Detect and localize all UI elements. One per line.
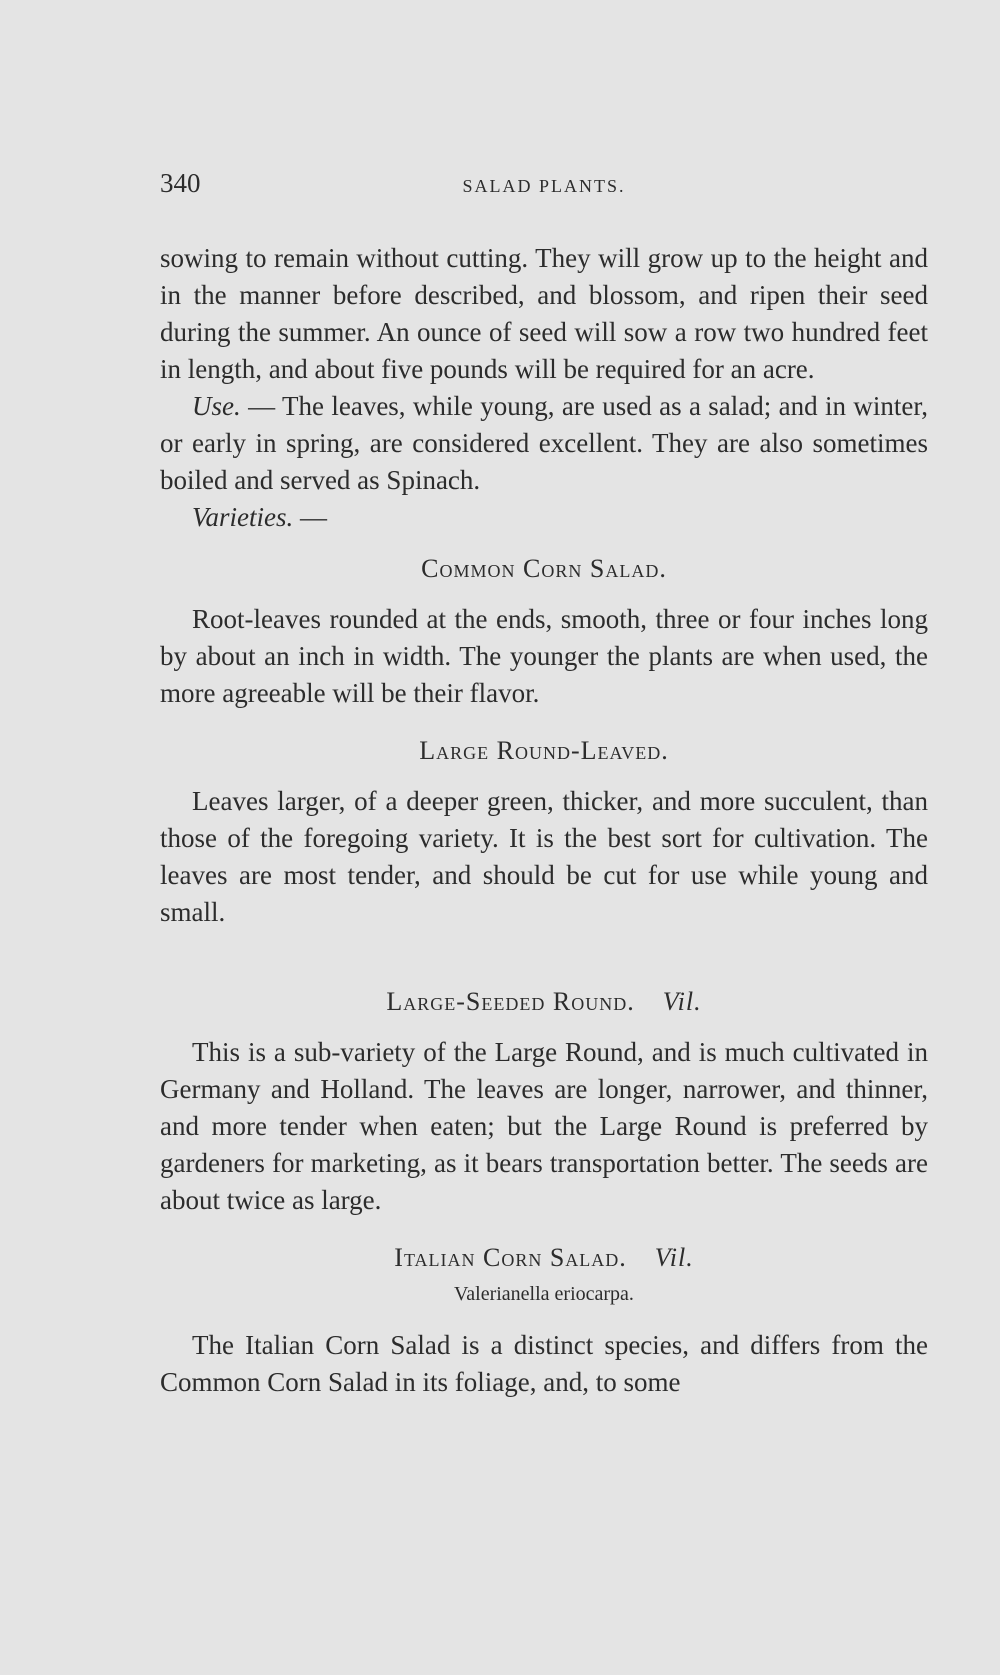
- section-text-common-corn-salad: Root-leaves rounded at the ends, smooth, three or four inches long by about an inch in width. The younger the plants are when used, the more agreeable will be their flavor.: [160, 604, 928, 708]
- section-heading-large-seeded-round: [160, 983, 928, 1020]
- author-abbreviation: Vil.: [662, 987, 702, 1016]
- section-text-italian-corn-salad: The Italian Corn Salad is a distinct species, and differs from the Common Corn Salad in its foliage, and, to some: [160, 1330, 928, 1397]
- use-label: Use.: [192, 391, 241, 421]
- section-heading-italian-corn-salad: [160, 1239, 928, 1276]
- heading-title: Italian Corn Salad.: [394, 1243, 627, 1272]
- section-text-large-seeded-round: This is a sub-variety of the Large Round, and is much cultivated in Germany and Holland. The leaves are longer, narrower, and thinner, and more tender when eaten; but the Large Round is preferred by gardeners for marketing, as it bears transportation better. The seeds are about twice as large.: [160, 1037, 928, 1215]
- use-text: — The leaves, while young, are used as a salad; and in winter, or early in spring, are considered excellent. They are also sometimes boiled and served as Spinach.: [160, 391, 929, 495]
- section-heading-common-corn-salad: Common Corn Salad.: [421, 554, 667, 583]
- varieties-paragraph: [160, 499, 928, 536]
- section-text-large-round-leaved: Leaves larger, of a deeper green, thicker, and more succulent, than those of the foregoing variety. It is the best sort for cultivation. The leaves are most tender, and should be cut for use while young and small.: [160, 786, 928, 927]
- intro-paragraph: sowing to remain without cutting. They will grow up to the height and in the manner before described, and blossom, and ripen their seed during the summer. An ounce of seed will sow a row two hundred feet in length, and about five pounds will be required for an acre.: [160, 243, 928, 384]
- heading-title: Large-Seeded Round.: [386, 987, 635, 1016]
- section-heading-large-round-leaved: Large Round-Leaved.: [419, 736, 669, 765]
- page-number: 340: [160, 168, 201, 198]
- latin-name: Valerianella eriocarpa.: [454, 1283, 634, 1305]
- author-abbreviation: Vil.: [654, 1243, 694, 1272]
- page-body: [160, 240, 928, 1401]
- varieties-dash: —: [300, 502, 327, 532]
- use-paragraph: [160, 388, 928, 499]
- varieties-label: Varieties.: [192, 502, 294, 532]
- running-head: SALAD PLANTS.: [462, 176, 626, 196]
- page-header: [160, 168, 928, 204]
